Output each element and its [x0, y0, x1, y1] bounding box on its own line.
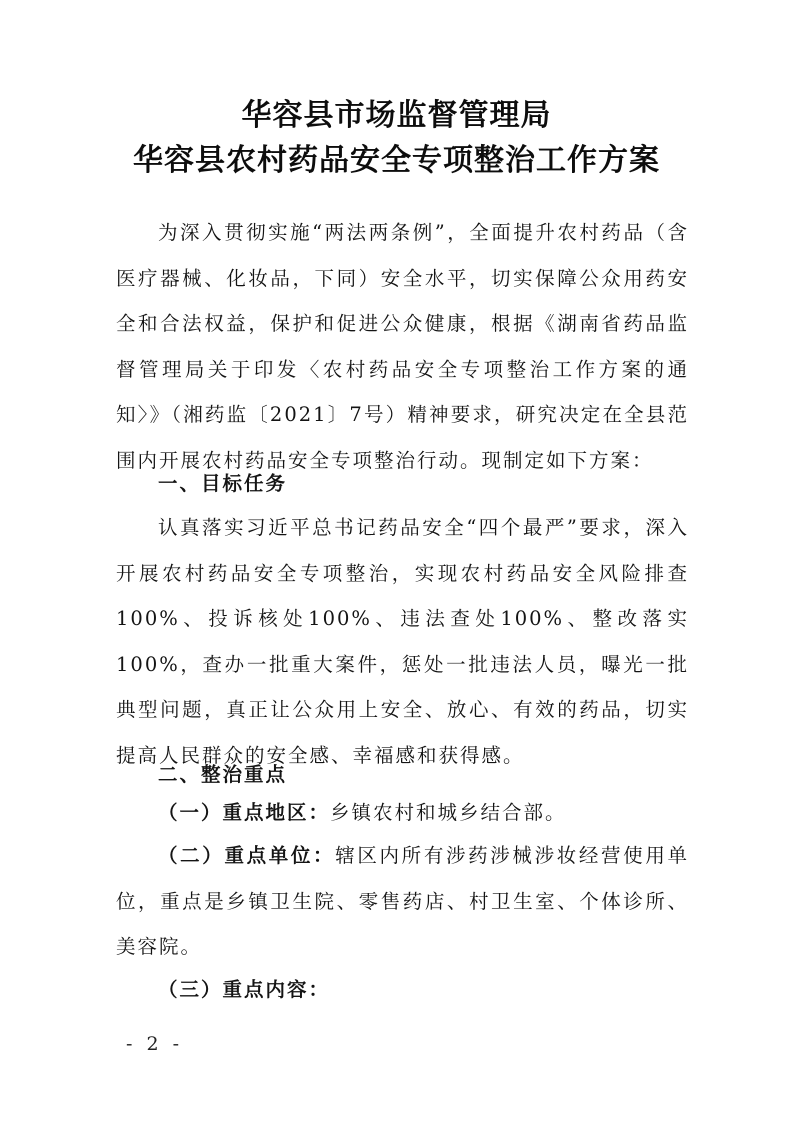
intro-paragraph: 为深入贯彻实施“两法两条例”，全面提升农村药品（含医疗器械、化妆品，下同）安全水平，切实保障公众用药安全和合法权益，保护和促进公众健康，根据《湖南省药品监督管理局关于印发〈农村药品安全专项整治工作方案的通知〉》（湘药监〔2021〕7号）精神要求，研究决定在全县范围内开展农村药品安全专项整治行动。现制定如下方案： — [116, 221, 689, 472]
page-number: - 2 - — [126, 1033, 184, 1055]
subsection1-text: 乡镇农村和城乡结合部。 — [330, 801, 567, 824]
section1-heading: 一、目标任务 — [158, 472, 288, 495]
section1-paragraph: 认真落实习近平总书记药品安全“四个最严”要求，深入开展农村药品安全专项整治，实现农村药品安全风险排查100%、投诉核处100%、违法查处100%、整改落实100%，查办一批重大案件，惩处一批违法人员，曝光一批典型问题，真正让公众用上安全、放心、有效的药品，切实提高人民群众的安全感、幸福感和获得感。 — [116, 516, 689, 767]
subsection2-label: （二）重点单位： — [158, 844, 336, 867]
subsection2-text: 辖区内所有涉药涉械涉妆经营使用单位，重点是乡镇卫生院、零售药店、村卫生室、个体诊所、美容院。 — [116, 844, 689, 958]
subsection2 — [116, 833, 689, 970]
document-title-line1: 华容县市场监督管理局 — [241, 98, 552, 133]
subsection3 — [116, 967, 689, 1013]
document-title-line2: 华容县农村药品安全专项整治工作方案 — [133, 143, 660, 178]
subsection1-label: （一）重点地区： — [158, 801, 331, 824]
subsection3-label: （三）重点内容： — [158, 978, 331, 1001]
section2-heading: 二、整治重点 — [158, 763, 288, 786]
subsection1 — [116, 790, 689, 836]
